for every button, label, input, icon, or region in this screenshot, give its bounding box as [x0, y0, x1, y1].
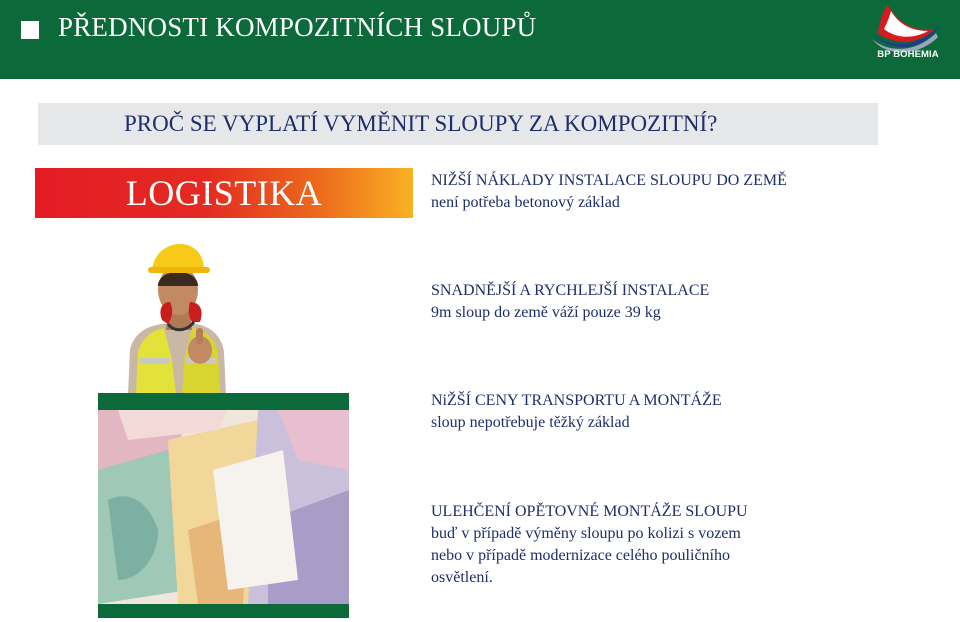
vest-stripe-left [140, 358, 170, 364]
page-title: PŘEDNOSTI KOMPOZITNÍCH SLOUPŮ [58, 12, 537, 42]
benefit-title: NIŽŠÍ NÁKLADY INSTALACE SLOUPU DO ZEMĚ [431, 172, 787, 189]
benefit-description-line: nebo v případě modernizace celého pouličního [431, 547, 730, 564]
banknotes-image [98, 410, 349, 604]
benefit-description-line: osvětlení. [431, 569, 493, 586]
benefit-title: ULEHČENÍ OPĚTOVNÉ MONTÁŽE SLOUPU [431, 503, 748, 520]
header-square-bullet [21, 21, 39, 39]
question-bar [38, 103, 878, 145]
benefit-description: není potřeba betonový základ [431, 194, 620, 211]
logistika-banner [35, 168, 413, 218]
banknote-white [213, 450, 298, 590]
benefit-description-line: buď v případě výměny sloupu po kolizi s vozem [431, 525, 741, 542]
benefit-description: sloup nepotřebuje těžký základ [431, 414, 630, 431]
benefit-item [431, 390, 931, 434]
benefit-item [431, 280, 931, 324]
logo-swoosh-white [884, 11, 928, 37]
hard-hat-brim [148, 267, 210, 273]
benefit-title: NiŽŠÍ CENY TRANSPORTU A MONTÁŽE [431, 392, 722, 409]
green-band-bottom [98, 604, 349, 618]
banner-label: LOGISTIKA [125, 173, 323, 213]
construction-worker-image [118, 240, 236, 395]
benefit-description: 9m sloup do země váží pouze 39 kg [431, 304, 661, 321]
header-bar [0, 0, 960, 79]
logo-text: BP BOHEMIA [877, 49, 939, 60]
green-band-top [98, 393, 349, 410]
question-heading: PROČ SE VYPLATÍ VYMĚNIT SLOUPY ZA KOMPOZITNÍ? [124, 111, 718, 136]
thumb [196, 328, 203, 344]
benefit-title: SNADNĚJŠÍ A RYCHLEJŠÍ INSTALACE [431, 282, 710, 299]
hard-hat [152, 244, 204, 270]
ear-muffs-right [189, 302, 202, 322]
benefit-item [431, 501, 931, 589]
benefit-item [431, 170, 931, 214]
